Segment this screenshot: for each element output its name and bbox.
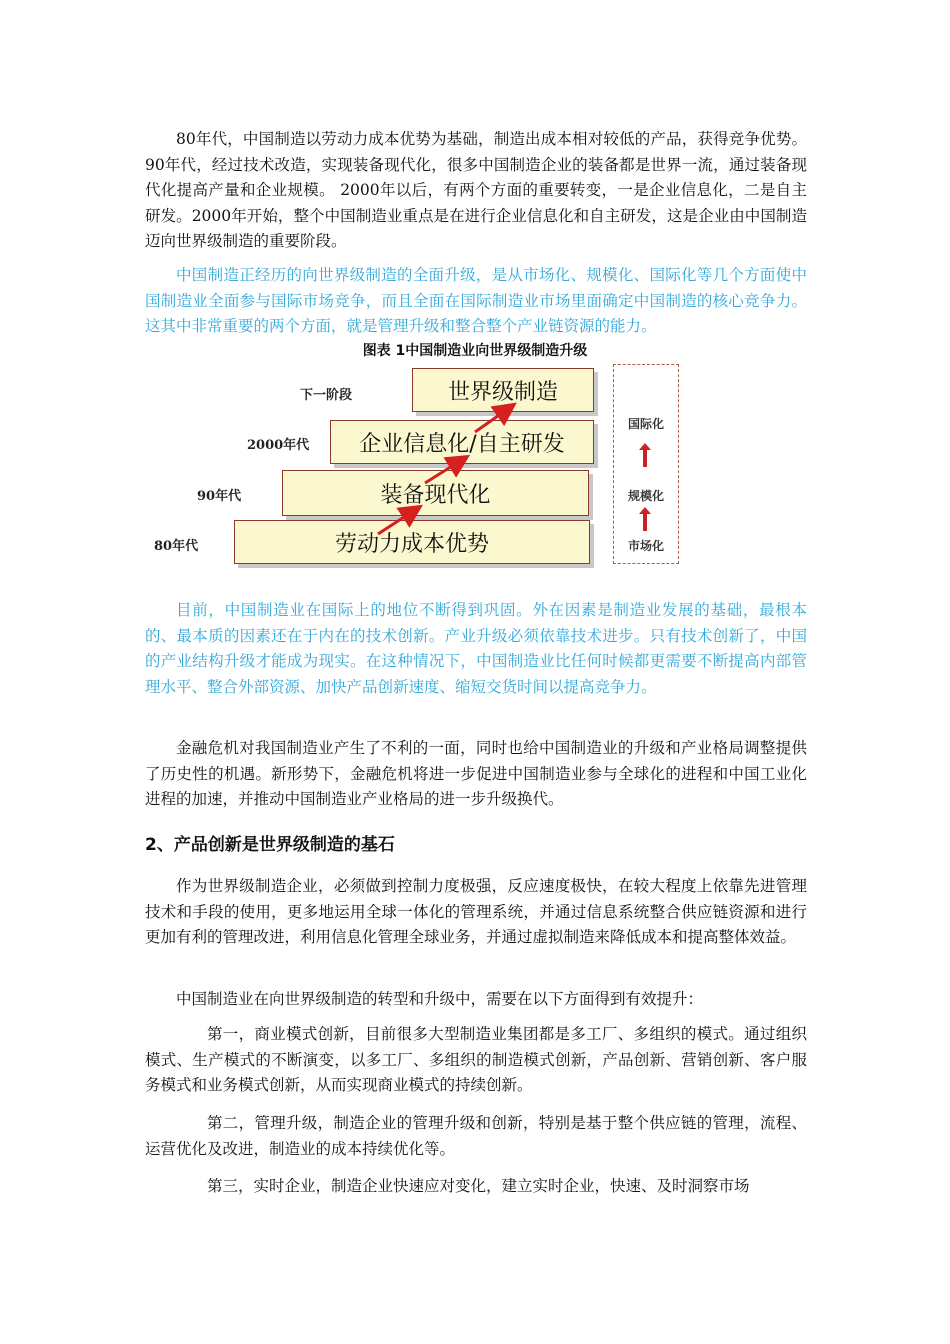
figure-caption: 图表 1中国制造业向世界级制造升级 (362, 343, 588, 359)
side-label-market: 市场化 (627, 539, 664, 553)
side-label-international: 国际化 (627, 417, 664, 431)
era-label-next: 下一阶段 (300, 388, 353, 403)
paragraph-7: 第一，商业模式创新，目前很多大型制造业集团都是多工厂、多组织的模式。通过组织模式、生产模式的不断演变，以多工厂、多组织的制造模式创新，产品创新、营销创新、客户服务模式和业务模式创新，从而实现商业模式的持续创新。 (145, 1025, 807, 1094)
step-world-class: 世界级制造 (412, 368, 594, 412)
arrow-2000s-to-next (475, 406, 512, 432)
section-heading: 2、产品创新是世界级制造的基石 (145, 835, 395, 855)
step-informatization: 企业信息化/自主研发 (330, 420, 594, 464)
side-arrow-up-2 (643, 513, 647, 531)
paragraph-6: 中国制造业在向世界级制造的转型和升级中，需要在以下方面得到有效提升： (176, 990, 704, 1008)
era-label-90s: 90年代 (197, 489, 242, 504)
paragraph-2: 中国制造正经历的向世界级制造的全面升级，是从市场化、规模化、国际化等几个方面使中国制造业全面参与国际市场竞争，而且全面在国际制造业市场里面确定中国制造的核心竞争力。这其中非常重要的两个方面，就是管理升级和整合整个产业链资源的能力。 (145, 266, 807, 335)
paragraph-8: 第二，管理升级，制造企业的管理升级和创新，特别是基于整个供应链的管理，流程、运营优化及改进，制造业的成本持续优化等。 (145, 1114, 807, 1158)
arrow-80s-to-90s (378, 508, 418, 534)
side-label-scale: 规模化 (627, 489, 664, 503)
paragraph-5: 作为世界级制造企业，必须做到控制力度极强，反应速度极快，在较大程度上依靠先进管理技术和手段的使用，更多地运用全球一体化的管理系统，并通过信息系统整合供应链资源和进行更加有利的管理改进，利用信息化管理全球业务，并通过虚拟制造来降低成本和提高整体效益。 (145, 877, 807, 946)
upgrade-staircase-figure (150, 358, 695, 570)
step-equipment: 装备现代化 (282, 470, 589, 516)
paragraph-4: 金融危机对我国制造业产生了不利的一面，同时也给中国制造业的升级和产业格局调整提供了历史性的机遇。新形势下，金融危机将进一步促进中国制造业参与全球化的进程和中国工业化进程的加速，并推动中国制造业产业格局的进一步升级换代。 (145, 739, 807, 808)
arrow-90s-to-2000s (425, 458, 465, 483)
side-arrow-up-1 (643, 449, 647, 467)
side-progression-panel (613, 364, 679, 564)
paragraph-3: 目前，中国制造业在国际上的地位不断得到巩固。外在因素是制造业发展的基础，最根本的、最本质的因素还在于内在的技术创新。产业升级必须依靠技术进步。只有技术创新了，中国的产业结构升级才能成为现实。在这种情况下，中国制造业比任何时候都更需要不断提高内部管理水平、整合外部资源、加快产品创新速度、缩短交货时间以提高竞争力。 (145, 601, 807, 696)
era-label-2000s: 2000年代 (247, 438, 310, 453)
step-labor-cost: 劳动力成本优势 (234, 520, 590, 564)
paragraph-1: 80年代，中国制造以劳动力成本优势为基础，制造出成本相对较低的产品，获得竞争优势。 90年代，经过技术改造，实现装备现代化，很多中国制造企业的装备都是世界一流，通过装备现代化提高产量和企业规模。 2000年以后，有两个方面的重要转变，一是企业信息化，二是自主研发。2000年开始，整个中国制造业重点是在进行企业信息化和自主研发，这是企业由中国制造迈向世界级制造的重要阶段。 (145, 130, 807, 250)
era-label-80s: 80年代 (154, 539, 199, 554)
paragraph-9: 第三，实时企业，制造企业快速应对变化，建立实时企业，快速、及时洞察市场 (207, 1177, 750, 1195)
